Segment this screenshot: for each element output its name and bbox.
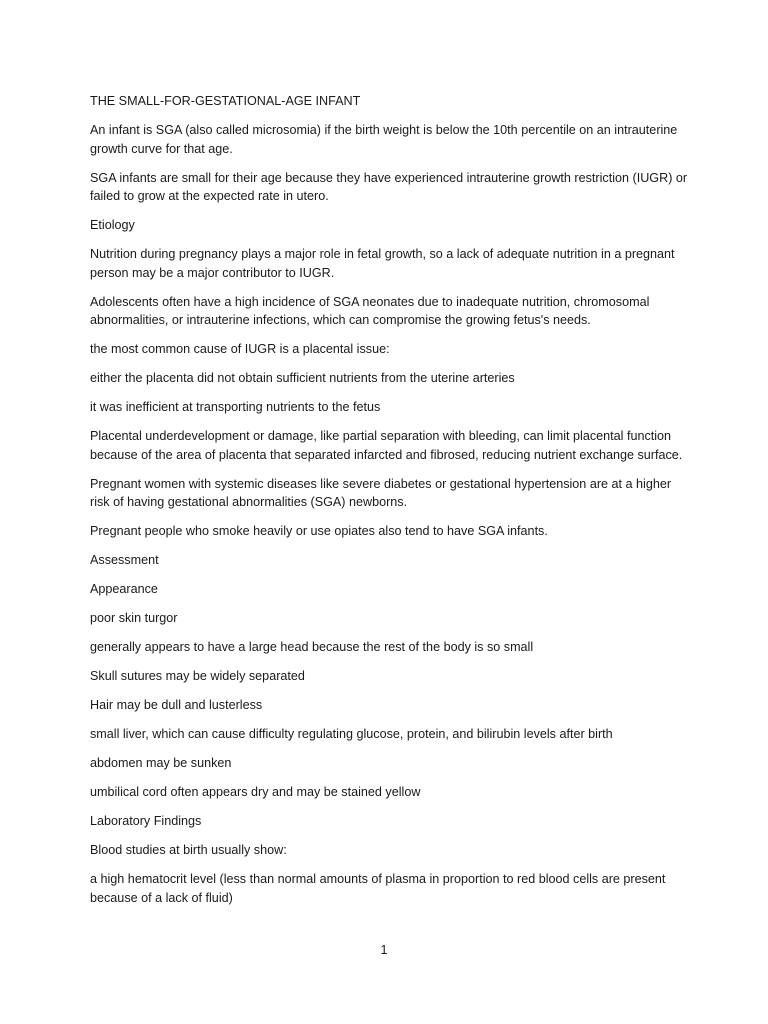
paragraph: Pregnant people who smoke heavily or use opiates also tend to have SGA infants.	[90, 524, 548, 539]
paragraph: Pregnant women with systemic diseases like severe diabetes or gestational hypertension are at a higher risk of having gestational abnormalities (SGA) newborns.	[90, 476, 672, 510]
section-heading: Etiology	[90, 218, 135, 233]
paragraph: Placental underdevelopment or damage, like partial separation with bleeding, can limit placental function because of the area of placenta that separated infarcted and fibrosed, reducing nutrient exchange surface.	[90, 429, 683, 462]
document-title: THE SMALL-FOR-GESTATIONAL-AGE INFANT	[90, 94, 361, 108]
paragraph: small liver, which can cause difficulty regulating glucose, protein, and bilirubin levels after birth	[90, 727, 613, 742]
paragraph: either the placenta did not obtain sufficient nutrients from the uterine arteries	[90, 371, 515, 386]
paragraph: it was inefficient at transporting nutrients to the fetus	[90, 400, 381, 415]
paragraph: Blood studies at birth usually show:	[90, 843, 287, 858]
paragraph: An infant is SGA (also called microsomia) if the birth weight is below the 10th percentile on an intrauterine growth curve for that age.	[90, 122, 678, 156]
paragraph: umbilical cord often appears dry and may be stained yellow	[90, 785, 421, 800]
section-heading: Laboratory Findings	[90, 814, 202, 829]
paragraph: Nutrition during pregnancy plays a major role in fetal growth, so a lack of adequate nutrition in a pregnant person may be a major contributor to IUGR.	[90, 247, 675, 280]
paragraph: a high hematocrit level (less than normal amounts of plasma in proportion to red blood cells are present because of a lack of fluid)	[90, 872, 666, 905]
paragraph: Skull sutures may be widely separated	[90, 669, 305, 684]
paragraph: poor skin turgor	[90, 611, 178, 626]
document-body	[90, 92, 690, 918]
paragraph: Hair may be dull and lusterless	[90, 698, 263, 713]
paragraph: generally appears to have a large head because the rest of the body is so small	[90, 640, 534, 655]
paragraph: abdomen may be sunken	[90, 756, 232, 771]
paragraph: SGA infants are small for their age because they have experienced intrauterine growth restriction (IUGR) or failed to grow at the expected rate in utero.	[90, 170, 688, 204]
paragraph: Adolescents often have a high incidence of SGA neonates due to inadequate nutrition, chromosomal abnormalities, or intrauterine infections, which can compromise the growing fetus's needs.	[90, 294, 650, 328]
subsection-heading: Appearance	[90, 582, 158, 597]
page-number: 1	[380, 943, 388, 957]
paragraph: the most common cause of IUGR is a placental issue:	[90, 342, 390, 357]
section-heading: Assessment	[90, 553, 159, 568]
